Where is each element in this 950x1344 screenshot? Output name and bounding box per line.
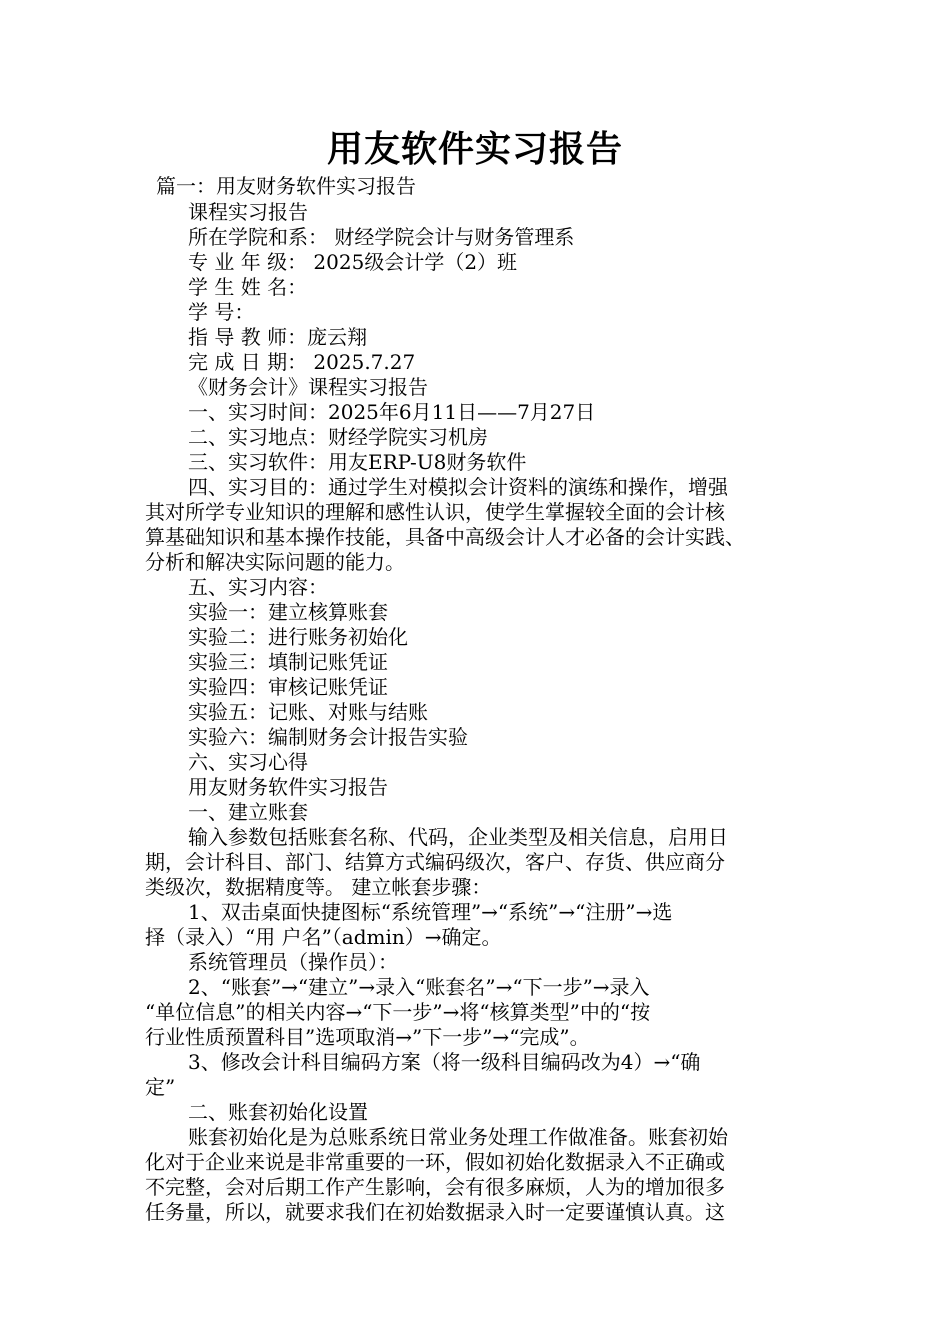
body-line: 六、实习心得: [188, 750, 308, 774]
body-line: 不完整，会对后期工作产生影响，会有很多麻烦，人为的增加很多: [145, 1175, 725, 1199]
body-line: 四、实习目的：通过学生对模拟会计资料的演练和操作，增强: [188, 475, 728, 499]
body-line: 二、实习地点：财经学院实习机房: [188, 425, 488, 449]
body-line: 三、实习软件：用友ERP-U8财务软件: [188, 450, 527, 474]
body-line: 分析和解决实际问题的能力。: [145, 550, 405, 574]
body-line: 一、实习时间：2025年6月11日——7月27日: [188, 400, 596, 424]
body-line: 化对于企业来说是非常重要的一环，假如初始化数据录入不正确或: [145, 1150, 725, 1174]
body-line: 学 号：: [188, 300, 255, 324]
body-line: 任务量，所以，就要求我们在初始数据录入时一定要谨慎认真。这: [145, 1200, 725, 1224]
body-line: 择（录入）“用 户名”（admin）→确定。: [145, 925, 502, 949]
body-line: 用友财务软件实习报告: [188, 775, 388, 799]
body-line: 其对所学专业知识的理解和感性认识，使学生掌握较全面的会计核: [145, 500, 725, 524]
body-line: 一、建立账套: [188, 800, 308, 824]
body-line: 行业性质预置科目”选项取消→”下一步”→“完成”。: [145, 1025, 590, 1049]
document-title: 用友软件实习报告: [326, 129, 623, 170]
body-line: 2、“账套”→“建立”→录入“账套名”→“下一步”→录入: [188, 975, 650, 999]
body-line: 期，会计科目、部门、结算方式编码级次，客户、存货、供应商分: [145, 850, 725, 874]
body-line: 完 成 日 期： 2025.7.27: [188, 350, 416, 374]
body-line: 3、修改会计科目编码方案（将一级科目编码改为4）→“确: [188, 1050, 701, 1074]
body-line: 实验三：填制记账凭证: [188, 650, 388, 674]
body-line: 指 导 教 师：庞云翔: [188, 325, 368, 349]
body-line: 定”: [145, 1075, 176, 1099]
body-line: “单位信息”的相关内容→“下一步”→将“核算类型”中的“按: [145, 1000, 651, 1024]
body-line: 1、双击桌面快捷图标“系统管理”→“系统”→“注册”→选: [188, 900, 673, 924]
body-line: 所在学院和系： 财经学院会计与财务管理系: [188, 225, 575, 249]
body-line: 五、实习内容：: [188, 575, 328, 599]
body-line: 实验六：编制财务会计报告实验: [188, 725, 468, 749]
body-line: 实验五：记账、对账与结账: [188, 700, 428, 724]
body-line: 实验四：审核记账凭证: [188, 675, 388, 699]
body-line: 系统管理员（操作员）：: [188, 950, 398, 974]
body-line: 实验二：进行账务初始化: [188, 625, 408, 649]
body-line: 类级次，数据精度等。 建立帐套步骤：: [145, 875, 492, 899]
body-line: 专 业 年 级： 2025级会计学（2）班: [188, 250, 518, 274]
body-line: 输入参数包括账套名称、代码，企业类型及相关信息，启用日: [188, 825, 728, 849]
body-line: 二、账套初始化设置: [188, 1100, 368, 1124]
body-line: 篇一：用友财务软件实习报告: [156, 174, 416, 198]
body-line: 学 生 姓 名：: [188, 275, 308, 299]
body-line: 账套初始化是为总账系统日常业务处理工作做准备。账套初始: [188, 1125, 728, 1149]
body-line: 课程实习报告: [188, 200, 308, 224]
body-line: 实验一：建立核算账套: [188, 600, 388, 624]
body-line: 算基础知识和基本操作技能，具备中高级会计人才必备的会计实践、: [145, 525, 745, 549]
body-line: 《财务会计》课程实习报告: [188, 375, 428, 399]
